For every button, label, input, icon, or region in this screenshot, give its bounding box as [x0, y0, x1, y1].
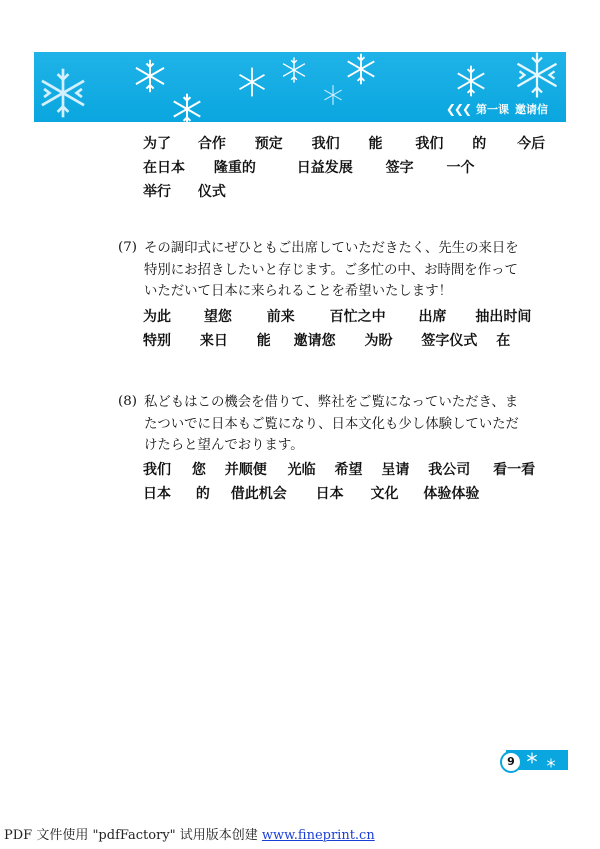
- vocab-row: [143, 306, 531, 326]
- snowflake-icon: [546, 758, 556, 768]
- vocab-word: 看一看: [493, 462, 536, 478]
- vocab-word: 出席: [418, 309, 447, 325]
- vocab-word: 预定: [254, 136, 283, 152]
- exercise-number: (7): [118, 240, 137, 255]
- vocab-word: 签字仪式: [421, 333, 478, 349]
- snowflake-icon: [344, 52, 378, 86]
- vocab-row: [143, 133, 545, 153]
- vocab-row: [143, 483, 479, 503]
- vocab-word: 希望: [334, 462, 363, 478]
- vocab-word: 的: [195, 486, 210, 502]
- watermark-text: PDF 文件使用 "pdfFactory" 试用版本创建: [4, 828, 258, 843]
- vocab-word: 并顺便: [224, 462, 267, 478]
- vocab-word: 望您: [203, 309, 232, 325]
- vocab-word: 特别: [143, 333, 171, 349]
- vocab-word: 在: [496, 333, 511, 349]
- vocab-word: 我们: [311, 136, 340, 152]
- vocab-row: [143, 157, 475, 177]
- vocab-word: 邀请您: [293, 333, 336, 349]
- vocab-word: 抽出时间: [475, 309, 532, 325]
- vocab-word: 为了: [143, 136, 171, 152]
- exercise-sentence: [118, 238, 519, 303]
- vocab-word: 日本: [143, 486, 171, 502]
- lesson-heading: [446, 101, 548, 117]
- snowflake-icon: [132, 58, 168, 94]
- vocab-word: 我公司: [428, 462, 471, 478]
- vocab-word: 今后: [517, 136, 546, 152]
- vocab-word: 借此机会: [230, 486, 287, 502]
- vocab-row: [143, 181, 226, 201]
- vocab-word: 百忙之中: [329, 309, 386, 325]
- lesson-title: 邀请信: [515, 103, 548, 116]
- snowflake-icon: [454, 64, 488, 98]
- vocab-word: 能: [368, 136, 383, 152]
- chevron-left-icon: ❮❮❮: [445, 102, 470, 116]
- vocab-word: 我们: [415, 136, 444, 152]
- vocab-word: 的: [472, 136, 487, 152]
- snowflake-icon: [36, 66, 90, 120]
- snowflake-icon: [236, 66, 268, 98]
- vocab-word: 日本: [315, 486, 344, 502]
- snowflake-icon: [322, 84, 344, 106]
- vocab-word: 呈请: [381, 462, 410, 478]
- pdf-watermark: [4, 824, 375, 843]
- exercise-number: (8): [118, 394, 137, 409]
- vocab-word: 能: [256, 333, 271, 349]
- vocab-word: 在日本: [143, 160, 185, 176]
- vocab-word: 前来: [266, 309, 295, 325]
- snowflake-icon: [526, 752, 538, 764]
- vocab-word: 您: [191, 462, 206, 478]
- vocab-row: [143, 330, 510, 350]
- vocab-word: 来日: [199, 333, 228, 349]
- vocab-row: [143, 459, 535, 479]
- vocab-word: 文化: [370, 486, 399, 502]
- sentence-line: その調印式にぜひともご出席していただきたく、先生の来日を: [144, 241, 519, 256]
- header-banner: [34, 52, 566, 122]
- sentence-line: いただいて日本に来られることを希望いたします！: [144, 284, 452, 299]
- vocab-word: 为盼: [364, 333, 393, 349]
- sentence-line: たついでに日本もご覧になり、日本文化も少し体験していただ: [144, 416, 519, 432]
- vocab-word: 仪式: [197, 184, 226, 200]
- snowflake-icon: [170, 92, 204, 122]
- sentence-line: 特別にお招きしたいと存じます。ご多忙の中、お時間を作って: [144, 262, 518, 278]
- vocab-word: 合作: [197, 136, 226, 152]
- vocab-word: 为此: [143, 309, 171, 325]
- vocab-word: 签字: [385, 160, 414, 176]
- vocab-word: 隆重的: [213, 160, 256, 176]
- vocab-word: 体验体验: [423, 486, 480, 502]
- vocab-word: 举行: [143, 184, 171, 200]
- sentence-line: 私どもはこの機会を借りて、弊社をご覧になっていただき、ま: [144, 395, 519, 410]
- snowflake-icon: [280, 56, 308, 84]
- watermark-link[interactable]: www.fineprint.cn: [261, 828, 375, 843]
- page-number: 9: [500, 751, 522, 773]
- vocab-word: 一个: [446, 160, 475, 176]
- snowflake-icon: [512, 52, 562, 100]
- exercise-sentence: [118, 392, 519, 457]
- lesson-label: 第一课: [476, 103, 509, 116]
- vocab-word: 我们: [143, 462, 171, 478]
- vocab-word: 日益发展: [296, 160, 353, 176]
- sentence-line: けたらと望んでおります。: [144, 438, 304, 453]
- vocab-word: 光临: [287, 462, 316, 478]
